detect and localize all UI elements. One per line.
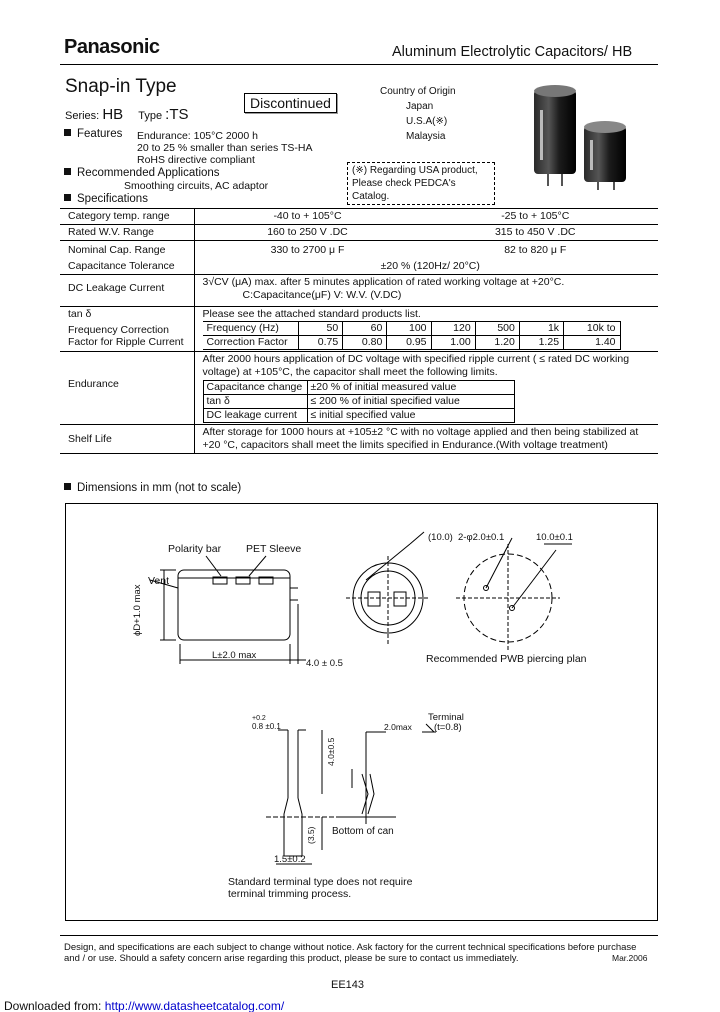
spec-value: 160 to 250 V .DC [267, 226, 348, 238]
spec-value: C:Capacitance(μF) V: W.V. (V.DC) [242, 289, 402, 301]
series-label: Series: [65, 110, 100, 122]
diameter-label: ϕD+1.0 max [132, 584, 143, 636]
bottom-of-can-label: Bottom of can [332, 826, 394, 837]
series-value: HB [102, 106, 124, 123]
download-prefix: Downloaded from: [4, 999, 105, 1012]
freq-row-label: Correction Factor [203, 336, 299, 350]
endurance-limit: ≤ 200 % of initial specified value [307, 395, 514, 409]
spec-label: Shelf Life [60, 425, 194, 454]
applications-text: Smoothing circuits, AC adaptor [124, 180, 269, 192]
features-heading-text: Features [77, 128, 123, 140]
feature-item: Endurance: 105°C 2000 h [137, 130, 258, 142]
feature-item: 20 to 25 % smaller than series TS-HA [137, 142, 313, 154]
table-row [60, 225, 658, 241]
factor-value: 0.95 [387, 336, 431, 350]
spec-value: -25 to + 105°C [501, 210, 570, 222]
dimension-diagram [66, 504, 657, 920]
spec-label: Category temp. range [60, 209, 194, 225]
origin-country: Japan [406, 101, 434, 112]
spec-value: 3√CV (μA) max. after 5 minutes application of rated working voltage at +20°C. [202, 276, 565, 288]
footer-disclaimer [64, 942, 636, 964]
terminal-base-label: 1.5±0.2 [274, 854, 306, 865]
footer-line: and / or use. Should a safety concern arise regarding this product, please be sure to contact us immediately. [64, 953, 519, 964]
dim-3-5-label: (3.5) [306, 826, 316, 844]
footer-date: Mar.2006 [612, 953, 648, 963]
freq-value: 100 [387, 322, 431, 336]
freq-value: 60 [343, 322, 387, 336]
freq-value: 500 [475, 322, 519, 336]
factor-value: 0.75 [299, 336, 343, 350]
origin-country: Malaysia [406, 131, 446, 142]
factor-value: 0.80 [343, 336, 387, 350]
spec-value: 330 to 2700 μ F [270, 244, 345, 256]
table-row [60, 209, 658, 225]
spec-value: 315 to 450 V .DC [494, 226, 576, 238]
endurance-item: tan δ [203, 395, 307, 409]
applications-heading-text: Recommended Applications [77, 167, 220, 179]
freq-value: 1k [519, 322, 563, 336]
capacitor-photo [528, 82, 646, 192]
spec-value: After 2000 hours application of DC voltage with specified ripple current ( ≤ rated DC working voltage) at +105°C, the capacitor shall meet the following limits. [202, 353, 630, 378]
specifications-heading [64, 193, 148, 205]
terminal-label: Terminal [428, 712, 464, 723]
applications-heading [64, 167, 220, 179]
endurance-item: Capacitance change [203, 381, 307, 395]
dimensions-heading [64, 482, 241, 494]
origin-label: Country of Origin [380, 86, 456, 97]
pwb-plan-label: Recommended PWB piercing plan [426, 653, 587, 665]
discontinued-badge: Discontinued [244, 93, 337, 113]
type-label: Type [138, 110, 163, 122]
feature-item: RoHS directive compliant [137, 154, 255, 166]
spec-value: ±20 % (120Hz/ 20°C) [380, 260, 480, 272]
spec-value: Please see the attached standard products list. [202, 308, 421, 320]
freq-value: 120 [431, 322, 475, 336]
specifications-heading-text: Specifications [77, 193, 148, 205]
table-row [60, 275, 658, 307]
factor-value: 1.40 [564, 336, 620, 350]
factor-value: 1.20 [475, 336, 519, 350]
type-value: :TS [165, 106, 189, 123]
spec-label: Rated W.V. Range [60, 225, 194, 241]
footer-line: Design, and specifications are each subject to change without notice. Ask factory for the current technical specifications before purchase [64, 942, 637, 953]
product-type-title: Snap-in Type [65, 76, 177, 97]
country-of-origin [380, 84, 456, 144]
spec-label: tan δ [68, 308, 92, 320]
pin-width-tolerance: +0.2 [252, 715, 266, 722]
freq-value: 10k to [564, 322, 620, 336]
endurance-limit: ±20 % of initial measured value [307, 381, 514, 395]
length-label: L±2.0 max [212, 650, 257, 661]
spec-label: DC Leakage Current [60, 275, 194, 307]
features-heading [64, 128, 122, 140]
table-row [60, 425, 658, 454]
spec-value: After storage for 1000 hours at +105±2 °C with no voltage applied and then being stabilized at +20 °C, capacitors shall meet the limits specified in Endurance.(With voltage treatment) [194, 425, 658, 454]
origin-country: U.S.A(※) [406, 116, 448, 127]
series-line [65, 106, 189, 123]
terminal-note-line1: Standard terminal type does not require [228, 876, 413, 888]
dimensions-heading-text: Dimensions in mm (not to scale) [77, 482, 242, 494]
pitch-label: 10.0±0.1 [536, 532, 573, 543]
spec-label: Capacitance Tolerance [68, 260, 175, 272]
brand-logo: Panasonic [64, 36, 160, 58]
terminal-note-line2: terminal trimming process. [228, 888, 352, 900]
pin-width-label: 0.8 ±0.1 [252, 722, 281, 731]
terminal-thickness-label: (t=0.8) [434, 722, 462, 733]
vent-label: Vent [148, 575, 170, 587]
spec-label: Nominal Cap. Range [68, 244, 166, 256]
footer-divider [60, 935, 658, 936]
download-link[interactable]: http://www.datasheetcatalog.com/ [104, 999, 285, 1012]
terminal-length-label: 4.0±0.5 [326, 737, 336, 766]
lead-length-label: 4.0 ± 0.5 [306, 658, 343, 669]
usa-note: (※) Regarding USA product, Please check PEDCA's Catalog. [347, 162, 495, 205]
factor-value: 1.00 [431, 336, 475, 350]
table-row [60, 352, 658, 425]
holes-label: 2-φ2.0±0.1 [458, 532, 505, 543]
pet-sleeve-label: PET Sleeve [246, 543, 302, 555]
table-row [60, 307, 658, 352]
dimension-drawing [65, 503, 658, 921]
page-number: EE143 [331, 979, 365, 991]
freq-value: 50 [299, 322, 343, 336]
specifications-table [60, 208, 658, 454]
header-divider [60, 64, 658, 65]
endurance-limit: ≤ initial specified value [307, 409, 514, 423]
document-title: Aluminum Electrolytic Capacitors/ HB [392, 44, 633, 60]
endurance-table [203, 380, 515, 423]
table-row [60, 241, 658, 275]
spec-value: -40 to + 105°C [273, 210, 342, 222]
spec-label: Endurance [60, 352, 194, 425]
polarity-bar-label: Polarity bar [168, 543, 222, 555]
download-line [4, 999, 284, 1012]
endurance-item: DC leakage current [203, 409, 307, 423]
factor-value: 1.25 [519, 336, 563, 350]
max-width-label: 2.0max [384, 722, 412, 732]
spec-value: 82 to 820 μ F [504, 244, 567, 256]
features-list [137, 130, 312, 166]
dim-10-label: (10.0) [428, 532, 453, 543]
spec-label: Frequency Correction Factor for Ripple Current [68, 324, 184, 348]
freq-row-label: Frequency (Hz) [203, 322, 299, 336]
frequency-table [203, 321, 621, 350]
